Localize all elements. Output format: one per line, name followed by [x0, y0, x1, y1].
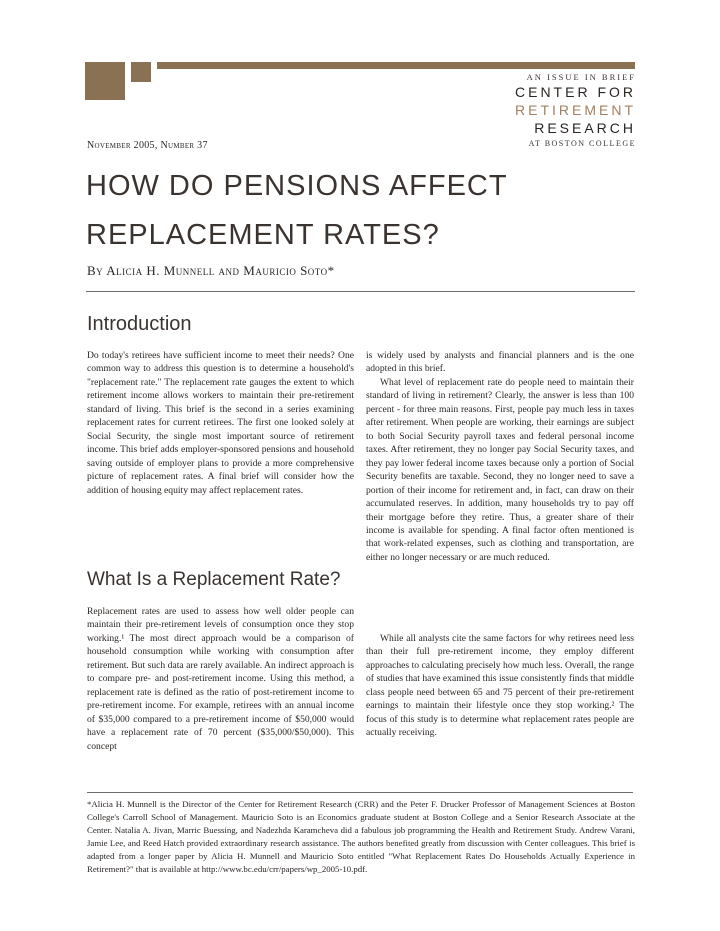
col2-paragraph-2: What level of replacement rate do people need to maintain their standard of living in retirement? Clearly, the answer is less than 100 percent - for three main reasons. First, people pay much less in taxes after retirement. When people are working, their earnings are subject to both Social Security payroll taxes and federal personal income taxes. After retirement, they no longer pay Social Security taxes, and they pay lower federal income taxes because only a portion of Social Security benefits are taxable. Second, they no longer need to save a portion of their income for retirement and, in fact, can draw on their accumulated reserves. In addition, many households try to pay off their mortgage before they retire. Thus, a greater share of their income is available for spending. A final factor often mentioned is that work-related expenses, such as clothing and transportation, are either no longer necessary or are much reduced.	[366, 377, 634, 563]
logo-square-large	[85, 62, 125, 100]
title-line-2: REPLACEMENT RATES?	[86, 219, 440, 251]
col2-paragraph-3: While all analysts cite the same factors for why retirees need less than their full pre-retirement income, they employ different approaches to calculating precisely how much less. Overall, the range of studies that have examined this issue consistently finds that middle class people need between 65 and 75 percent of their pre-retirement earnings to maintain their lifestyle once they stop working.² The focus of this study is to determine what replacement rates people are actually receiving.	[366, 633, 634, 739]
logo-square-small	[131, 62, 151, 82]
header-bar	[157, 62, 635, 69]
intro-heading: Introduction	[87, 313, 192, 335]
replacement-rate-paragraph: Replacement rates are used to assess how well older people can maintain their pre-retirement levels of consumption once they stop working.¹ The most direct approach would be a comparison of household consumption while working with consumption after retirement. But such data are rarely available. An indirect approach is to compare pre- and post-retirement income. Using this method, a replacement rate is defined as the ratio of post-retirement income to pre-retirement income. For example, retirees with an annual income of $35,000 compared to a pre-retirement income of $50,000 would have a replacement rate of 70 percent ($35,000/$50,000). This concept	[87, 606, 354, 752]
org-name-line1: CENTER FOR	[515, 84, 636, 100]
org-issue-label: AN ISSUE IN BRIEF	[526, 72, 636, 82]
title-divider	[86, 291, 635, 292]
author-footnote: *Alicia H. Munnell is the Director of the Center for Retirement Research (CRR) and the Peter F. Drucker Professor of Management Sciences at Boston College's Carroll School of Management. Mauricio Soto is an Economics graduate student at Boston College and a Senior Research Associate at the Center. Natalia A. Jivan, Marric Buessing, and Nadezhda Karamcheva did a fabulous job programming the Health and Retirement Study. Andrew Varani, Jamie Lee, and Reed Hatch provided extraordinary research assistance. The authors benefited greatly from discussion with Center colleagues. This brief is adapted from a longer paper by Alicia H. Munnell and Mauricio Soto entitled "What Replacement Rates Do Households Actually Experience in Retirement?" that is available at http://www.bc.edu/crr/papers/wp_2005-10.pdf.	[87, 799, 635, 874]
page-title	[86, 162, 508, 260]
intro-paragraph: Do today's retirees have sufficient income to meet their needs? One common way to address this question is to determine a household's "replacement rate." The replacement rate gauges the extent to which retirement income allows workers to maintain their pre-retirement standard of living. This brief is the second in a series examining replacement rates for current retirees. The first one looked solely at Social Security, the single most important source of retirement income. This brief adds employer-sponsored pensions and household saving outside of employer plans to provide a more comprehensive picture of replacement rates. A final brief will consider how the addition of housing equity may affect replacement rates.	[87, 350, 354, 496]
byline: By Alicia H. Munnell and Mauricio Soto*	[87, 263, 335, 278]
issue-date: November 2005, Number 37	[87, 140, 208, 151]
col2-paragraph-1: is widely used by analysts and financial planners and is the one adopted in this brief.	[366, 350, 634, 375]
title-line-1: HOW DO PENSIONS AFFECT	[86, 170, 508, 202]
org-name-line3: RESEARCH	[534, 120, 636, 136]
organization-block	[515, 72, 636, 149]
replacement-rate-heading: What Is a Replacement Rate?	[87, 569, 341, 590]
footnote-divider	[87, 792, 633, 793]
org-name-line2: RETIREMENT	[515, 102, 636, 118]
org-affiliation: AT BOSTON COLLEGE	[528, 139, 636, 148]
